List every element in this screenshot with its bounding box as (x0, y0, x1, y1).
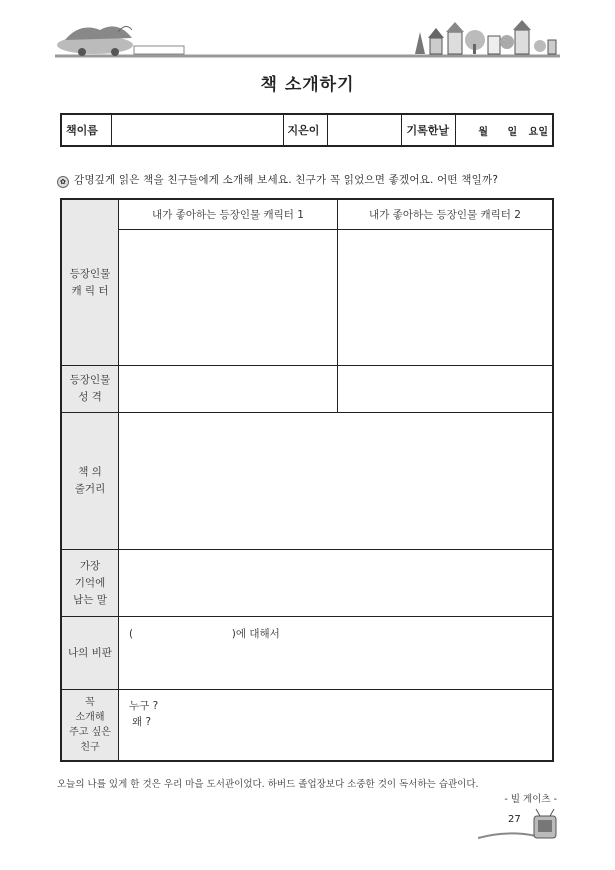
date-label: 기록한날 (402, 114, 456, 146)
date-field[interactable] (456, 114, 553, 146)
recommend-row-label: 꼭 소개해 주고 싶은 친구 (61, 690, 119, 762)
weekday-label: 요일 (528, 126, 548, 138)
character-row-label: 등장인물 캐 릭 터 (61, 199, 119, 366)
character-2-field[interactable] (338, 230, 554, 366)
character-2-header: 내가 좋아하는 등장인물 캐릭터 2 (338, 199, 554, 230)
character-1-header: 내가 좋아하는 등장인물 캐릭터 1 (119, 199, 338, 230)
instruction (57, 172, 567, 188)
book-title-label: 책이름 (61, 114, 111, 146)
personality-row-label: 등장인물 성 격 (61, 366, 119, 413)
who-prompt: 누구 ? (129, 700, 159, 712)
why-prompt: 왜 ? (132, 716, 152, 728)
critique-open-paren: ( (129, 628, 134, 640)
header-decoration (0, 0, 615, 65)
memorable-row-label: 가장 기억에 남는 말 (61, 550, 119, 617)
flower-bullet-icon: ✿ (57, 176, 69, 188)
houses-illustration-icon (415, 20, 556, 54)
author-field[interactable] (327, 114, 402, 146)
author-label: 지은이 (283, 114, 327, 146)
plot-row-label: 책 의 줄거리 (61, 413, 119, 550)
memorable-quote-field[interactable] (119, 550, 554, 617)
month-label: 월 (478, 126, 489, 138)
book-report-table (60, 198, 554, 762)
footer-author: - 빌 게이츠 - (504, 794, 557, 805)
personality-2-field[interactable] (338, 366, 554, 413)
book-info-table (60, 113, 554, 147)
personality-1-field[interactable] (119, 366, 338, 413)
recommend-field[interactable] (119, 690, 554, 762)
footer-quote: 오늘의 나를 있게 한 것은 우리 마을 도서관이었다. 하버드 졸업장보다 소중한 것이 독서하는 습관이다. (57, 779, 479, 790)
page-title: 책 소개하기 (260, 75, 355, 95)
critique-field[interactable] (119, 617, 554, 690)
day-label: 일 (507, 126, 518, 138)
car-illustration-icon (57, 26, 133, 56)
instruction-text: 감명깊게 읽은 책을 친구들에게 소개해 보세요. 친구가 꼭 읽었으면 좋겠어요. 어떤 책일까? (74, 174, 499, 186)
footer-quote-block (57, 776, 557, 805)
page-number: 27 (508, 814, 521, 825)
critique-row-label: 나의 비판 (61, 617, 119, 690)
plot-field[interactable] (119, 413, 554, 550)
character-1-field[interactable] (119, 230, 338, 366)
book-title-field[interactable] (111, 114, 283, 146)
critique-suffix: )에 대해서 (231, 628, 280, 640)
